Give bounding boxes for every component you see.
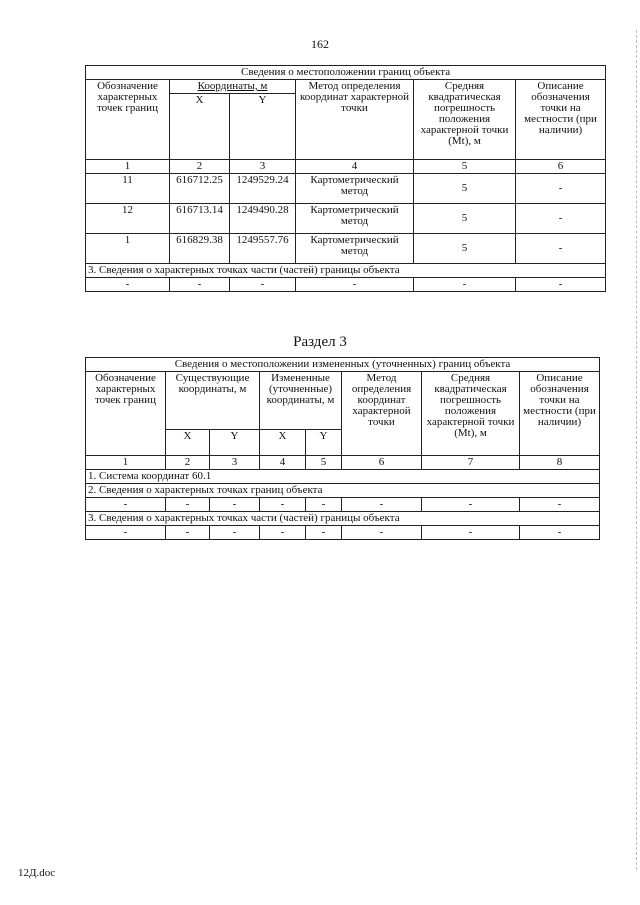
- empty-cell: -: [210, 498, 260, 512]
- empty-cell: -: [86, 526, 166, 540]
- column-number: 6: [516, 160, 606, 174]
- coord-x: 616829.38: [170, 234, 230, 264]
- header-point-designation: Обозначение характерных точек границ: [86, 372, 166, 456]
- header-y: Y: [230, 94, 296, 160]
- header-x: X: [166, 430, 210, 456]
- description: -: [516, 204, 606, 234]
- empty-cell: -: [296, 278, 414, 292]
- empty-cell: -: [166, 498, 210, 512]
- footer-filename: 12Д.doc: [18, 867, 56, 879]
- empty-cell: -: [414, 278, 516, 292]
- coord-y: 1249529.24: [230, 174, 296, 204]
- page-edge-line: [635, 30, 637, 870]
- empty-cell: -: [166, 526, 210, 540]
- empty-cell: -: [86, 498, 166, 512]
- empty-cell: -: [170, 278, 230, 292]
- parts-heading: 3. Сведения о характерных точках части (частей) границы объекта: [86, 264, 606, 278]
- section-title: Раздел 3: [293, 334, 347, 350]
- column-number: 4: [296, 160, 414, 174]
- column-number: 1: [86, 456, 166, 470]
- empty-cell: -: [230, 278, 296, 292]
- empty-cell: -: [422, 498, 520, 512]
- empty-cell: -: [260, 526, 306, 540]
- empty-cell: -: [306, 498, 342, 512]
- table2-title: Сведения о местоположении измененных (уточненных) границ объекта: [86, 358, 600, 372]
- header-method: Метод определения координат характерной точки: [296, 80, 414, 160]
- header-x: X: [260, 430, 306, 456]
- header-point-designation: Обозначение характерных точек границ: [86, 80, 170, 160]
- empty-cell: -: [342, 498, 422, 512]
- column-number: 7: [422, 456, 520, 470]
- column-number: 2: [166, 456, 210, 470]
- accuracy: 5: [414, 204, 516, 234]
- column-number: 8: [520, 456, 600, 470]
- empty-cell: -: [86, 278, 170, 292]
- method: Картометрический метод: [296, 174, 414, 204]
- empty-cell: -: [342, 526, 422, 540]
- header-x: X: [170, 94, 230, 160]
- header-existing-coords: Существующие координаты, м: [166, 372, 260, 430]
- column-number: 3: [230, 160, 296, 174]
- table-row: [86, 498, 600, 512]
- header-method: Метод определения координат характерной точки: [342, 372, 422, 456]
- point-id: 11: [86, 174, 170, 204]
- empty-cell: -: [516, 278, 606, 292]
- header-description: Описание обозначения точки на местности (при наличии): [520, 372, 600, 456]
- column-number: 4: [260, 456, 306, 470]
- empty-cell: -: [210, 526, 260, 540]
- changed-boundary-table: [85, 357, 600, 540]
- point-id: 12: [86, 204, 170, 234]
- description: -: [516, 234, 606, 264]
- header-accuracy: Средняя квадратическая погрешность положения характерной точки (Mt), м: [422, 372, 520, 456]
- column-number: 5: [306, 456, 342, 470]
- column-number: 6: [342, 456, 422, 470]
- table-row: [86, 278, 606, 292]
- accuracy: 5: [414, 234, 516, 264]
- point-id: 1: [86, 234, 170, 264]
- table-row: [86, 174, 606, 204]
- empty-cell: -: [306, 526, 342, 540]
- header-y: Y: [210, 430, 260, 456]
- coord-x: 616713.14: [170, 204, 230, 234]
- table1-title: Сведения о местоположении границ объекта: [86, 66, 606, 80]
- header-coordinates: Координаты, м: [170, 80, 296, 94]
- header-y: Y: [306, 430, 342, 456]
- header-accuracy: Средняя квадратическая погрешность положения характерной точки (Mt), м: [414, 80, 516, 160]
- table-row: [86, 526, 600, 540]
- parts-heading: 3. Сведения о характерных точках части (частей) границы объекта: [86, 512, 600, 526]
- description: -: [516, 174, 606, 204]
- empty-cell: -: [520, 498, 600, 512]
- column-number: 5: [414, 160, 516, 174]
- page-number: 162: [311, 37, 329, 51]
- method: Картометрический метод: [296, 204, 414, 234]
- empty-cell: -: [260, 498, 306, 512]
- method: Картометрический метод: [296, 234, 414, 264]
- boundary-heading: 2. Сведения о характерных точках границ объекта: [86, 484, 600, 498]
- header-description: Описание обозначения точки на местности (при наличии): [516, 80, 606, 160]
- column-number: 2: [170, 160, 230, 174]
- empty-cell: -: [520, 526, 600, 540]
- coordinate-system: 1. Система координат 60.1: [86, 470, 600, 484]
- empty-cell: -: [422, 526, 520, 540]
- column-number: 3: [210, 456, 260, 470]
- header-changed-coords: Измененные (уточненные) координаты, м: [260, 372, 342, 430]
- boundary-location-table: [85, 65, 606, 292]
- coord-y: 1249490.28: [230, 204, 296, 234]
- column-number: 1: [86, 160, 170, 174]
- accuracy: 5: [414, 174, 516, 204]
- coord-x: 616712.25: [170, 174, 230, 204]
- table-row: [86, 204, 606, 234]
- table-row: [86, 234, 606, 264]
- coord-y: 1249557.76: [230, 234, 296, 264]
